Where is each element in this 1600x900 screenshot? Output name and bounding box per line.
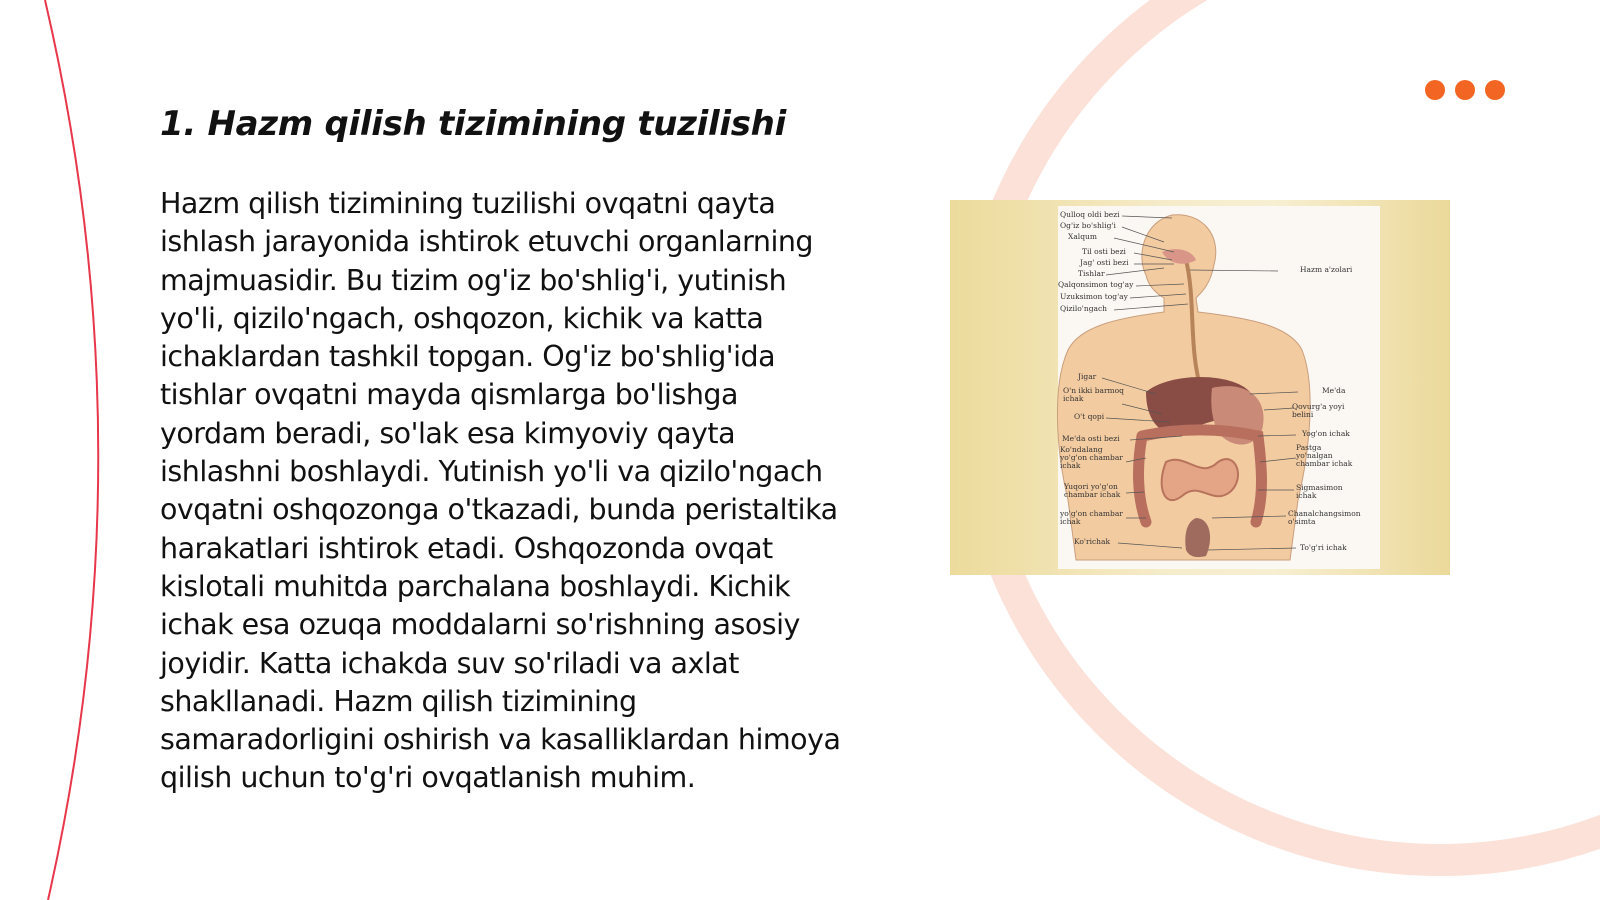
figure-label-left: O't qopi <box>1074 412 1105 421</box>
figure-label-right: Pastga yo'nalgan chambar ichak <box>1296 443 1353 468</box>
figure-label-left: Qulloq oldi bezi <box>1060 210 1120 219</box>
figure-label-right: To'g'ri ichak <box>1300 543 1347 552</box>
figure-label-left: Me'da osti bezi <box>1062 434 1120 443</box>
slide-body-text: Hazm qilish tizimining tuzilishi ovqatni qayta ishlash jarayonida ishtirok etuvchi organlarning majmuasidir. Bu tizim og'iz bo'shlig'i, yutinish yo'li, qizilo'ngach, oshqozon, kichik va katta ichaklardan tashkil topgan. Og'iz bo'shlig'ida tishlar ovqatni mayda qismlarga bo'lishga yordam beradi, so'lak esa kimyoviy qayta ishlashni boshlaydi. Yutinish yo'li va qizilo'ngach ovqatni oshqozonga o'tkazadi, bunda peristaltika harakatlari ishtirok etadi. Oshqozonda ovqat kislotali muhitda parchalana boshlaydi. Kichik ichak esa ozuqa moddalarni so'rishning asosiy joyidir. Katta ichakda suv so'riladi va axlat shakllanadi. Hazm qilish tizimining samaradorligini oshirish va kasalliklardan himoya qilish uchun to'g'ri ovqatlanish muhim. <box>160 187 841 795</box>
figure-label-right: Sigmasimon ichak <box>1296 483 1343 500</box>
figure-label-left: Jigar <box>1078 372 1097 381</box>
figure-label-left: Og'iz bo'shlig'i <box>1060 221 1116 230</box>
dot-icon <box>1455 80 1475 100</box>
figure-label-left: Qalqonsimon tog'ay <box>1058 280 1134 289</box>
left-arc-line <box>45 0 98 900</box>
figure-label-left: Til osti bezi <box>1082 247 1126 256</box>
digestive-system-figure <box>950 200 1450 575</box>
figure-label-right: Hazm a'zolari <box>1300 265 1353 274</box>
figure-label-left: Tishlar <box>1078 269 1105 278</box>
figure-label-right: Yog'on ichak <box>1302 429 1350 438</box>
figure-label-left: yo'g'on chambar ichak <box>1060 509 1123 526</box>
dot-icon <box>1425 80 1445 100</box>
figure-label-right: Chanalchangsimon o'simta <box>1288 509 1361 526</box>
digestive-system-illustration <box>950 200 1450 575</box>
figure-label-left: Ko'richak <box>1074 537 1111 546</box>
slide-title: 1. Hazm qilish tizimining tuzilishi <box>160 104 786 144</box>
dot-icon <box>1485 80 1505 100</box>
figure-label-left: Uzuksimon tog'ay <box>1060 292 1128 301</box>
figure-label-right: Me'da <box>1322 386 1346 395</box>
figure-label-left: Ko'ndalang yo'g'on chambar ichak <box>1060 445 1123 470</box>
figure-label-left: O'n ikki barmoq ichak <box>1063 386 1124 403</box>
figure-label-left: Yuqori yo'g'on chambar ichak <box>1064 482 1121 499</box>
figure-label-left: Jag' osti bezi <box>1080 258 1129 267</box>
figure-label-left: Qizilo'ngach <box>1060 304 1108 313</box>
figure-label-left: Xalqum <box>1068 232 1097 241</box>
figure-label-right: Qovurg'a yoyi belini <box>1292 402 1345 419</box>
menu-dots <box>1425 80 1505 100</box>
